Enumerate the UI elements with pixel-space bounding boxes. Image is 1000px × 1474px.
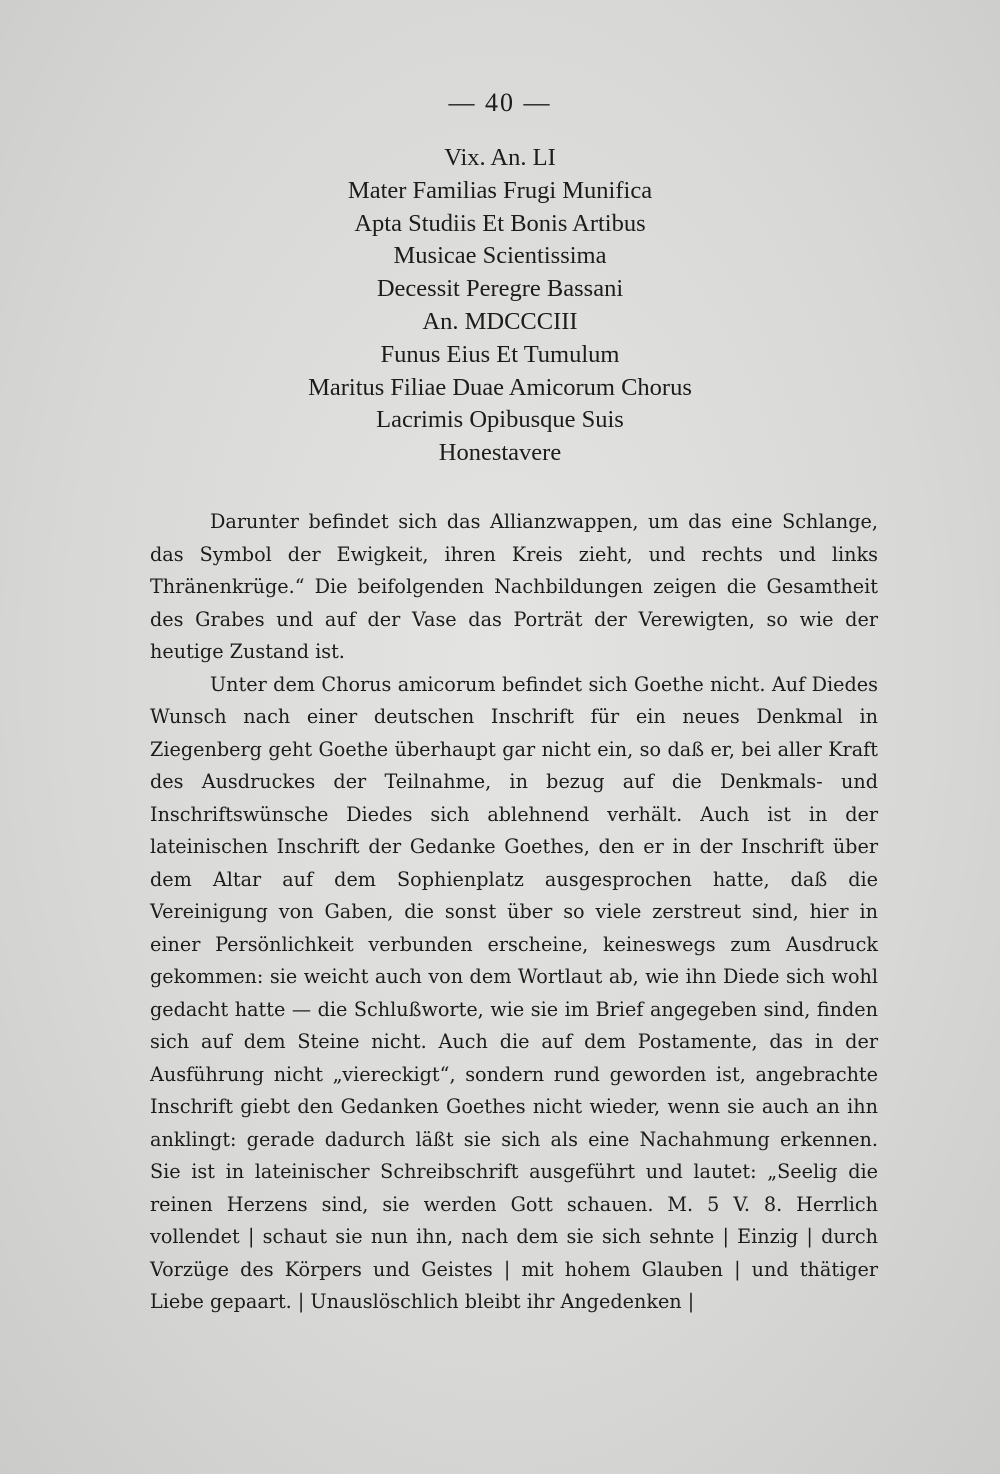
latin-inscription bbox=[150, 142, 850, 470]
inscription-line: Apta Studiis Et Bonis Artibus bbox=[354, 209, 646, 237]
paragraph: Darunter befindet sich das Allianzwappen, um das eine Schlange, das Symbol der Ewigkeit, ihren Kreis zieht, und rechts und links Thränenkrüge.“ Die beifolgenden Nachbildungen zeigen die Gesamtheit des Grabes und auf der Vase das Porträt der Verewigten, so wie der heutige Zustand ist. bbox=[150, 510, 878, 663]
inscription-line: Mater Familias Frugi Munifica bbox=[347, 176, 653, 204]
inscription-line: Honestavere bbox=[438, 439, 562, 467]
body-text bbox=[150, 506, 878, 1319]
inscription-line: Lacrimis Opibusque Suis bbox=[376, 406, 624, 434]
paragraph: Unter dem Chorus amicorum befindet sich Goethe nicht. Auf Diedes Wunsch nach einer deutschen Inschrift für ein neues Denkmal in Ziegenberg geht Goethe überhaupt gar nicht ein, so daß er, bei aller Kraft des Ausdruckes der Teilnahme, in bezug auf die Denkmals- und Inschriftswünsche Diedes sich ablehnend verhält. Auch ist in der lateinischen Inschrift der Gedanke Goethes, den er in der Inschrift über dem Altar auf dem Sophienplatz ausgesprochen hatte, daß die Vereinigung von Gaben, die sonst über so viele zerstreut sind, hier in einer Persönlichkeit verbunden erscheine, keineswegs zum Ausdruck gekommen: sie weicht auch von dem Wortlaut ab, wie ihn Diede sich wohl gedacht hatte — die Schlußworte, wie sie im Brief angegeben sind, finden sich auf dem Steine nicht. Auch die auf dem Postamente, das in der Ausführung nicht „viereckigt“, sondern rund geworden ist, angebrachte Inschrift giebt den Gedanken Goethes nicht wieder, wenn sie auch an ihn anklingt: gerade dadurch läßt sie sich als eine Nachahmung erkennen. Sie ist in lateinischer Schreibschrift ausgeführt und lautet: „Seelig die reinen Herzens sind, sie werden Gott schauen. M. 5 V. 8. Herrlich vollendet | schaut sie nun ihn, nach dem sie sich sehnte | Einzig | durch Vorzüge des Körpers und Geistes | mit hohem Glauben | und thätiger Liebe gepaart. | Unauslöschlich bleibt ihr Angedenken | bbox=[150, 672, 878, 1313]
page-number: — 40 — bbox=[448, 88, 552, 117]
inscription-line: Musicae Scientissima bbox=[393, 242, 607, 270]
inscription-line: Vix. An. LI bbox=[444, 144, 556, 171]
inscription-line: An. MDCCCIII bbox=[422, 307, 578, 335]
inscription-line: Decessit Peregre Bassani bbox=[376, 275, 624, 303]
inscription-line: Funus Eius Et Tumulum bbox=[380, 340, 620, 368]
inscription-line: Maritus Filiae Duae Amicorum Chorus bbox=[308, 373, 692, 401]
